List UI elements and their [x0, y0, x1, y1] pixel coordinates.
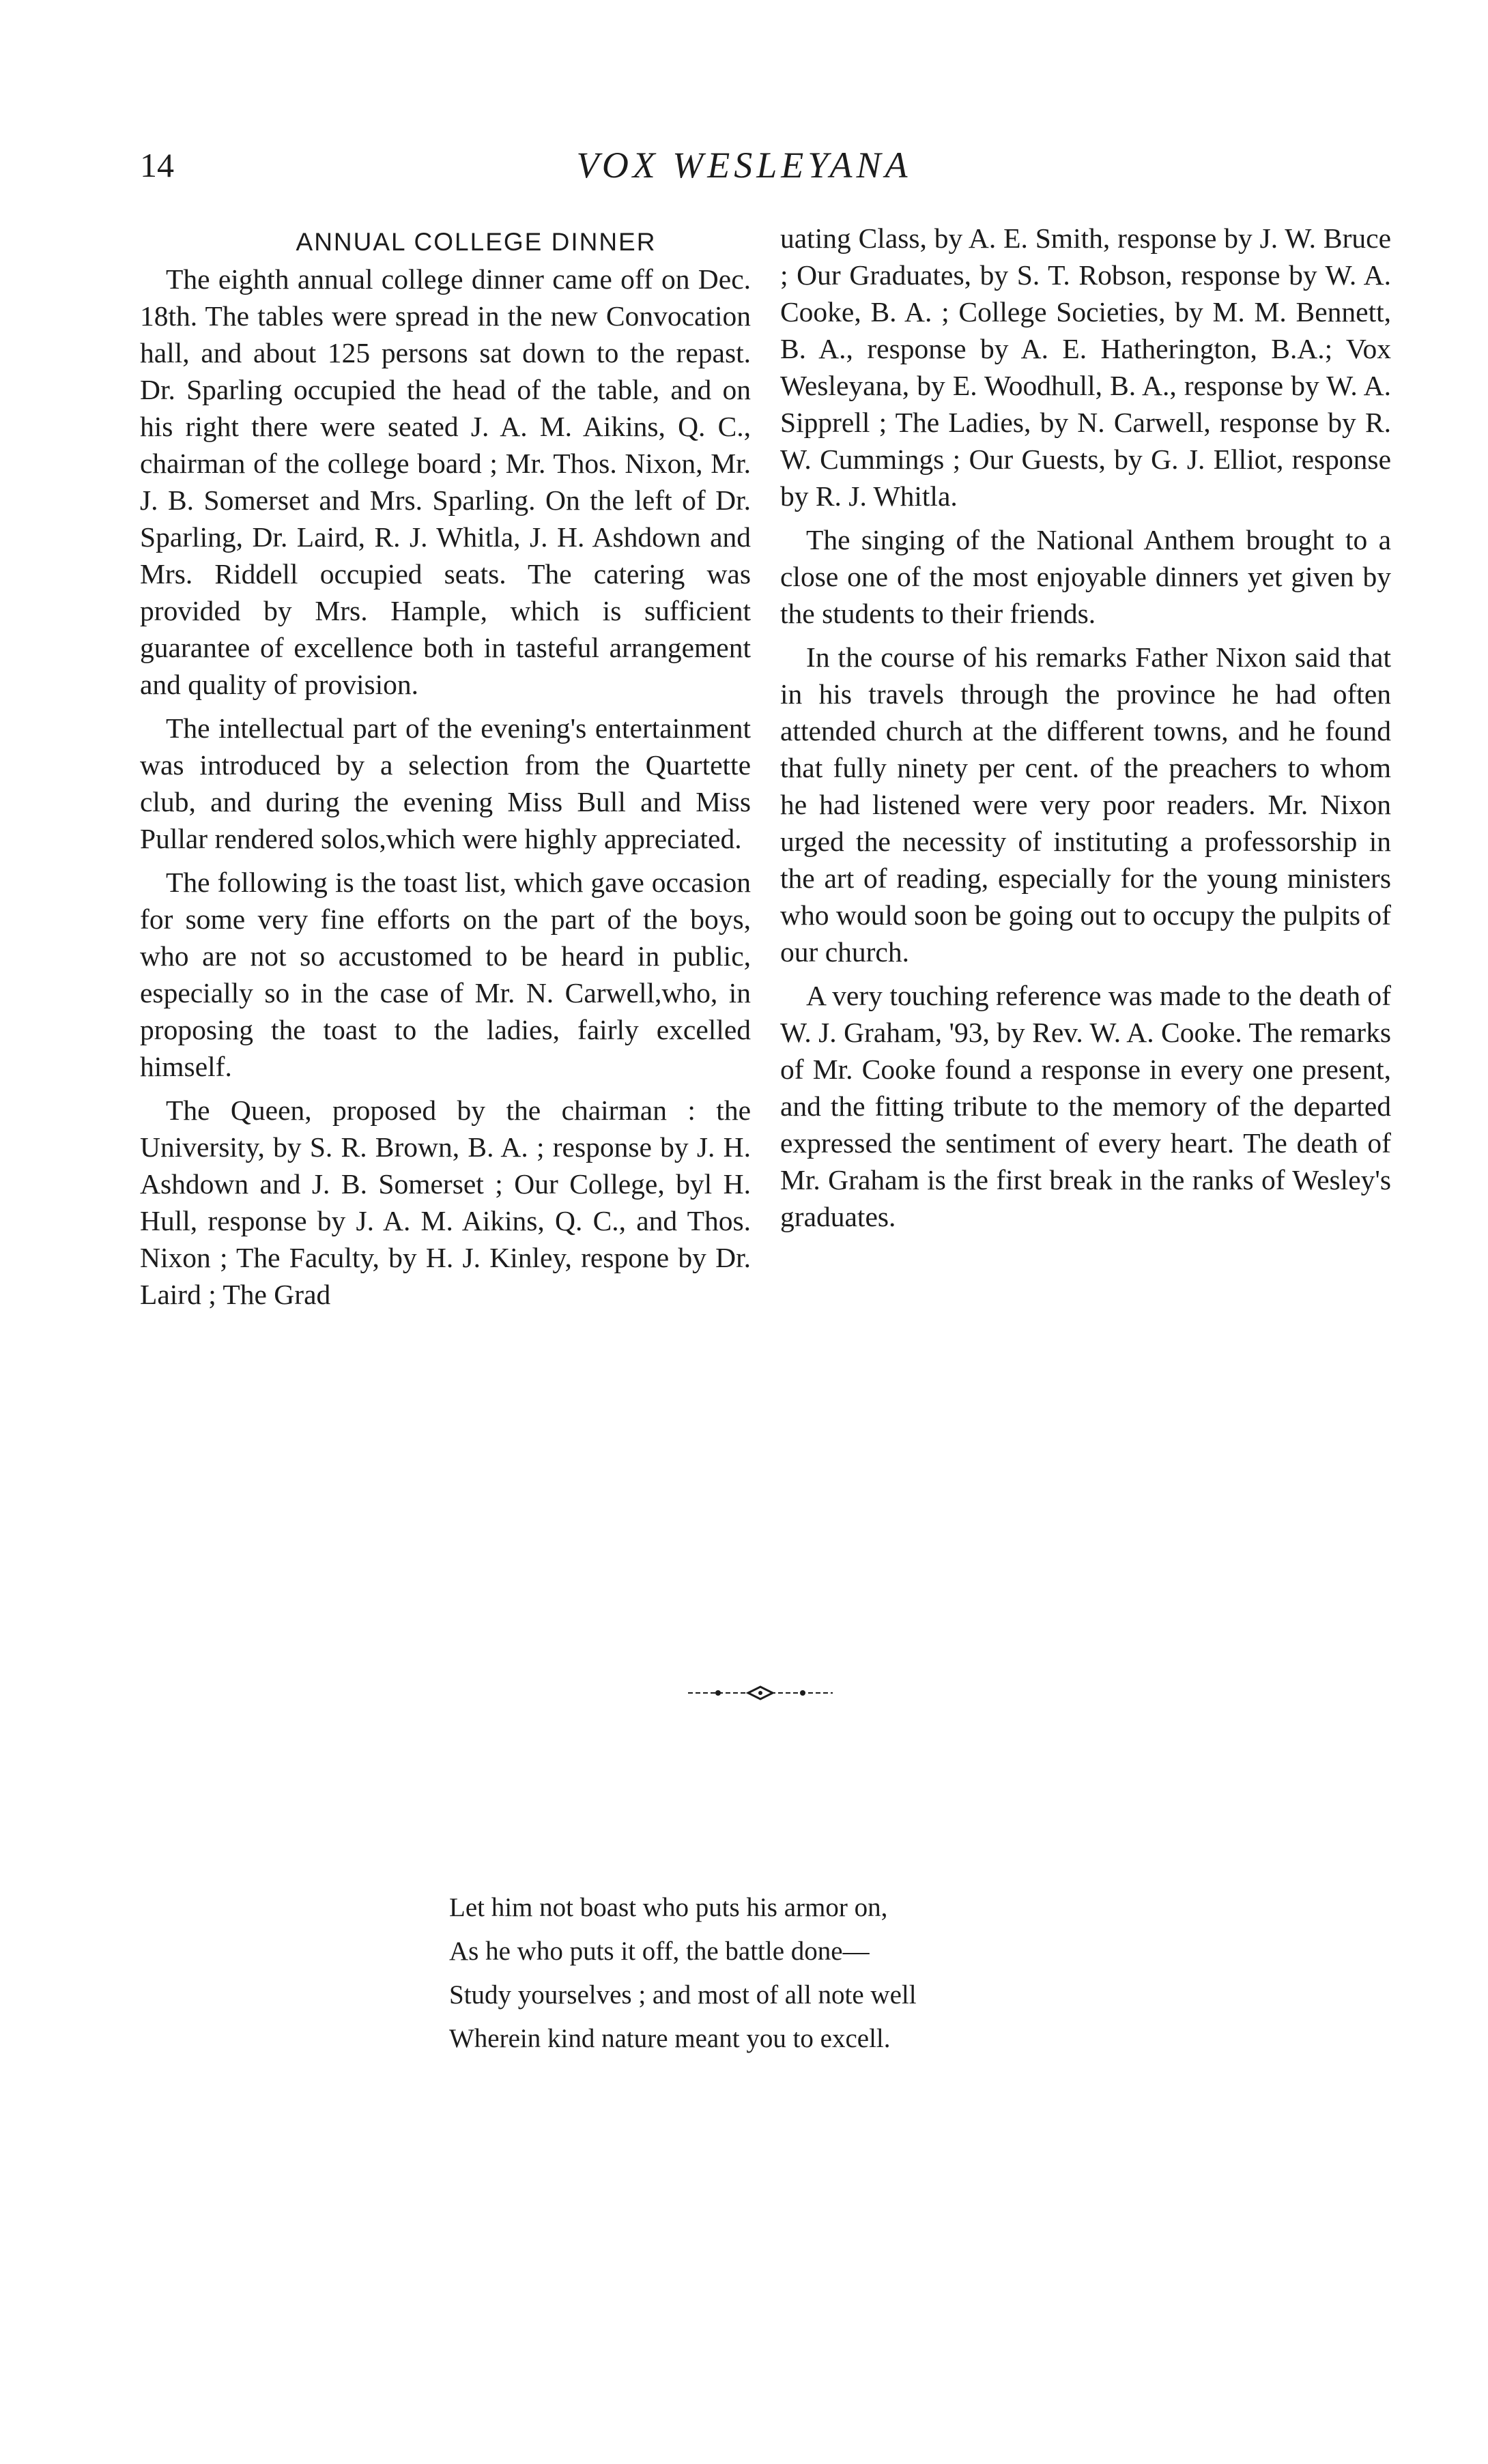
article-paragraph: A very touching reference was made to the death of W. J. Graham, '93, by Rev. W. A. Cooke. The remarks of Mr. Cooke found a response in every one present, and the fitting tribute to the memory of the departed expressed the sentiment of every heart. The death of Mr. Graham is the first break in the ranks of Wesley's graduates.: [780, 980, 1391, 1232]
article-paragraph: The Queen, proposed by the chairman : the University, by S. R. Brown, B. A. ; response by J. H. Ashdown and J. B. Somerset ; Our College, byl H. Hull, response by J. A. M. Aikins, Q. C., and Thos. Nixon ; The Faculty, by H. J. Kinley, respone by Dr. Laird ; The Grad: [140, 1095, 751, 1310]
left-column: [140, 220, 751, 1320]
article-paragraph-continued: uating Class, by A. E. Smith, response by J. W. Bruce ; Our Graduates, by S. T. Robson, response by W. A. Cooke, B. A. ; College Societies, by M. M. Bennett, B. A., response by A. E. Hatherington, B.A.; Vox Wesleyana, by E. Woodhull, B. A., response by W. A. Sipprell ; The Ladies, by N. Carwell, response by R. W. Cummings ; Our Guests, by G. J. Elliot, response by R. J. Whitla.: [780, 222, 1391, 512]
article-title: ANNUAL COLLEGE DINNER: [296, 228, 657, 256]
ornament-divider: [685, 1683, 835, 1703]
poem-line: Let him not boast who puts his armor on,: [449, 1893, 888, 1922]
right-column: [780, 220, 1391, 1242]
article-paragraph: The singing of the National Anthem brought to a close one of the most enjoyable dinners yet given by the students to their friends.: [780, 524, 1391, 629]
page-number: 14: [140, 146, 174, 184]
article-paragraph: In the course of his remarks Father Nixon said that in his travels through the province he had often attended church at the different towns, and he found that fully ninety per cent. of the preachers to whom he had listened were very poor readers. Mr. Nixon urged the necessity of instituting a professorship in the art of reading, especially for the young ministers who would soon be going out to occupy the pulpits of our church.: [780, 641, 1391, 968]
poem-line: As he who puts it off, the battle done—: [449, 1937, 870, 1966]
poem: [449, 1886, 1118, 2061]
article-paragraph: The following is the toast list, which gave occasion for some very fine efforts on the part of the boys, who are not so accustomed to be heard in public, especially so in the case of Mr. N. Carwell,who, in proposing the toast to the ladies, fairly excelled himself.: [140, 867, 751, 1082]
article-paragraph: The eighth annual college dinner came off on Dec. 18th. The tables were spread in the new Convocation hall, and about 125 persons sat down to the repast. Dr. Sparling occupied the head of the table, and on his right there were seated J. A. M. Aikins, Q. C., chairman of the college board ; Mr. Thos. Nixon, Mr. J. B. Somerset and Mrs. Sparling. On the left of Dr. Sparling, Dr. Laird, R. J. Whitla, J. H. Ashdown and Mrs. Riddell occupied seats. The catering was provided by Mrs. Hample, which is sufficient guarantee of excellence both in tasteful arrangement and quality of provision.: [140, 263, 751, 700]
running-title: VOX WESLEYANA: [576, 145, 912, 186]
article-paragraph: The intellectual part of the evening's entertainment was introduced by a selection from the Quartette club, and during the evening Miss Bull and Miss Pullar rendered solos,which were highly appreciated.: [140, 712, 751, 854]
poem-line: Study yourselves ; and most of all note well: [449, 1980, 917, 2010]
poem-line: Wherein kind nature meant you to excell.: [449, 2024, 891, 2053]
